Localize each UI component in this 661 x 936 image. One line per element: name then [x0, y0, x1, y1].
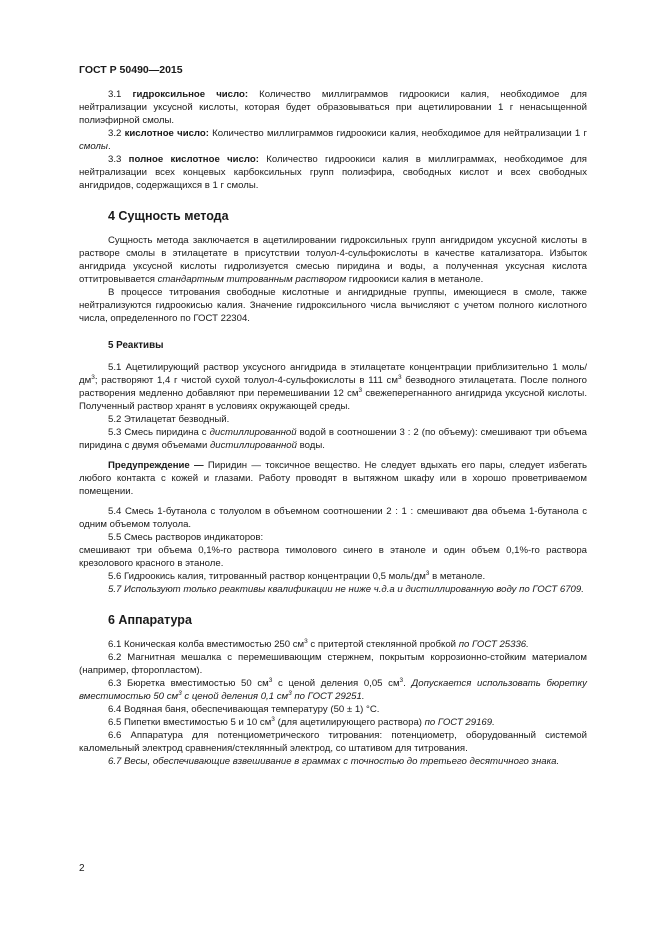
paragraph-5-3: 5.3 Смесь пиридина с дистиллированной водой в соотношении 3 : 2 (по объему): смешивают три объема пиридина с двумя объемами дистиллированной воды. [79, 427, 587, 451]
paragraph-6-7: 6.7 Весы, обеспечивающие взвешивание в граммах с точностью до третьего десятичного знака. [108, 756, 560, 767]
paragraph-5-6: 5.6 Гидроокись калия, титрованный раствор концентрации 0,5 моль/$дм^3$ в метаноле. [108, 570, 486, 582]
paragraph-6-4: 6.4 Водяная баня, обеспечивающая температуру (50 ± 1) °С. [108, 704, 380, 715]
paragraph-3-1: 3.1 гидроксильное число: Количество миллиграммов гидроокиси калия, необходимое для нейтрализации уксусной кислоты, которая будет образовываться при ацетилировании 1 г ненасыщенной полиэфирной смолы. [79, 89, 587, 126]
paragraph-5-5-continued: смешивают три объема 0,1%-го раствора тимолового синего в этаноле и один объем 0,1%-го раствора крезолового красного в этаноле. [79, 545, 587, 569]
paragraph-5-4: 5.4 Смесь 1-бутанола с толуолом в объемном соотношении 2 : 1 : смешивают два объема 1-бутанола с одним объемом толуола. [79, 506, 587, 530]
warning-label: Предупреждение — [108, 460, 204, 471]
paragraph-5-7: 5.7 Используют только реактивы квалификации не ниже ч.д.а и дистиллированную воду по ГОСТ 6709. [108, 584, 584, 595]
section-6-title: 6 Аппаратура [108, 613, 192, 627]
section-4-paragraph-2: В процессе титрования свободные кислотные и ангидридные группы, имеющиеся в смоле, также нейтрализуются гидроокисью калия. Значение гидроксильного числа вычисляют с учетом полного кислотного числа, определенного по ГОСТ 22304. [79, 287, 587, 324]
paragraph-6-6: 6.6 Аппаратура для потенциометрического титрования: потенциометр, оборудованный системой каломельный электрод сравнения/стеклянный электрод, со штативом для титрования. [79, 730, 587, 754]
page-number: 2 [79, 863, 85, 874]
section-4-title: 4 Сущность метода [108, 209, 229, 223]
paragraph-6-2: 6.2 Магнитная мешалка с перемешивающим стержнем, покрытым коррозионно-стойким материалом (например, фторопластом). [79, 652, 587, 676]
warning-paragraph: Предупреждение — Пиридин — токсичное вещество. Не следует вдыхать его пары, следует избегать любого контакта с кожей и глазами. Работу проводят в вытяжном шкафу или в хорошо проветриваемом помещении. [79, 460, 588, 497]
paragraph-6-3: 6.3 Бюретка вместимостью 50 $см^3$ с ценой деления 0,05 $см^3$. Допускается использовать бюретку вместимостью 50 $см^3$ с ценой деления 0,1 $см^3$ по ГОСТ 29251. [79, 677, 587, 702]
paragraph-5-5: 5.5 Смесь растворов индикаторов: [108, 532, 264, 543]
term-total-acid-number: полное кислотное число: [128, 154, 259, 165]
term-hydroxyl-number: гидроксильное число: [132, 89, 249, 100]
paragraph-3-2: 3.2 кислотное число: Количество миллиграммов гидроокиси калия, необходимое для нейтрализации 1 г смолы. [79, 128, 587, 152]
document-body [79, 88, 587, 768]
section-5-title: 5 Реактивы [108, 340, 164, 351]
paragraph-5-1: 5.1 Ацетилирующий раствор уксусного ангидрида в этилацетате концентрации приблизительно 1 моль/$дм^3$; растворяют 1,4 г чистой сухой толуол-4-сульфокислоты в 111 $см^3$ безводного этилацетата. После полного растворения медленно добавляют при перемешивании 12 $см^3$ свежеперегнанного ангидрида уксусной кислоты. Полученный раствор хранят в условиях окружающей среды. [79, 362, 587, 412]
paragraph-6-1: 6.1 Коническая колба вместимостью 250 $см^3$ с притертой стеклянной пробкой по ГОСТ 25336. [108, 638, 529, 650]
paragraph-3-3: 3.3 полное кислотное число: Количество гидроокиси калия в миллиграммах, необходимое для нейтрализации всех концевых карбоксильных групп полиэфира, свободных кислот и всех свободных ангидридов, содержащихся в 1 г смолы. [79, 154, 587, 191]
section-4-paragraph-1: Сущность метода заключается в ацетилировании гидроксильных групп ангидридом уксусной кислоты в растворе смолы в этилацетате в присутствии толуол-4-сульфокислоты в качестве катализатора. Избыток ангидрида уксусной кислоты гидролизуется смесью пиридина и воды, а полученная уксусная кислота оттитровывается стандартным титрованным раствором гидроокиси калия в метаноле. [79, 235, 587, 285]
paragraph-5-2: 5.2 Этилацетат безводный. [108, 414, 230, 425]
document-id-header: ГОСТ Р 50490—2015 [79, 64, 183, 76]
term-acid-number: кислотное число: [124, 128, 209, 139]
paragraph-6-5: 6.5 Пипетки вместимостью 5 и 10 $см^3$ (для ацетилирующего раствора) по ГОСТ 29169. [108, 716, 495, 728]
